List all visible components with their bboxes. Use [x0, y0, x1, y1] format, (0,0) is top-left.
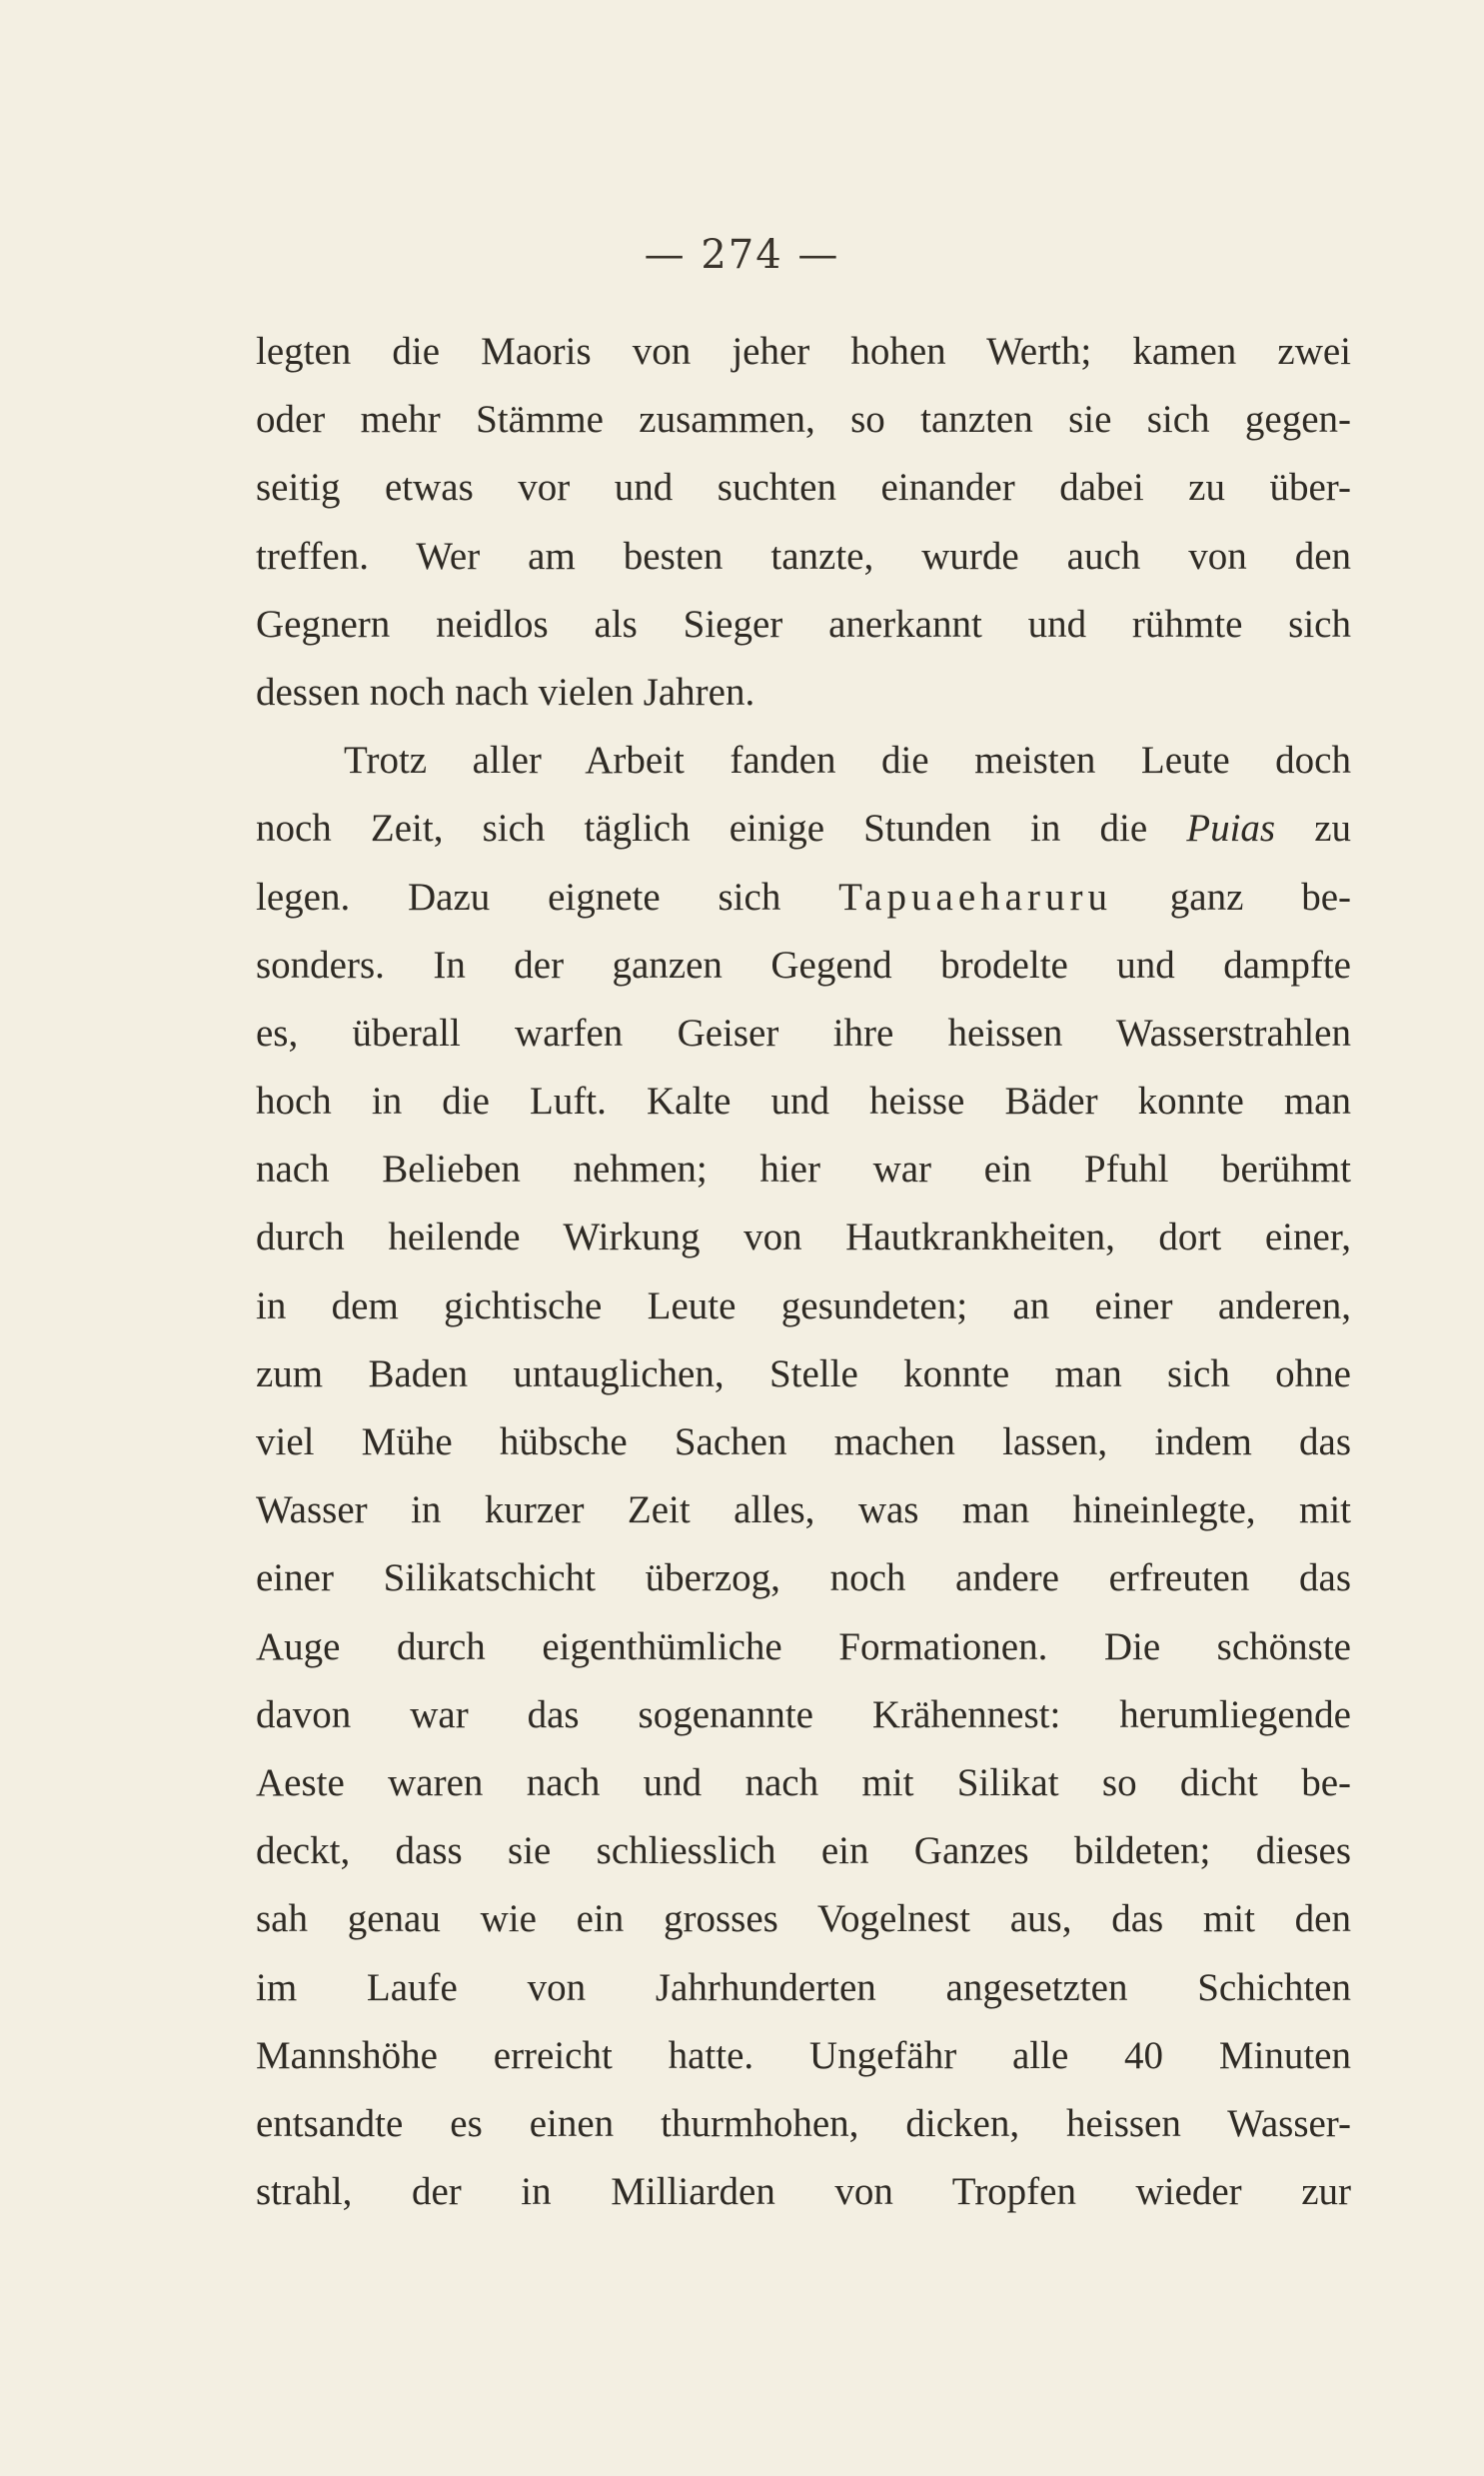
text-line: entsandte es einen thurmhohen, dicken, heissen Wasser- — [256, 2101, 1351, 2145]
page-number: — 274 — — [644, 232, 840, 278]
text-line: Aeste waren nach und nach mit Silikat so dicht be- — [256, 1760, 1351, 1804]
text-line: Mannshöhe erreicht hatte. Ungefähr alle 40 Minuten — [256, 2033, 1351, 2077]
spaced-place-name: Tapuaeharuru — [838, 875, 1112, 919]
text-line: oder mehr Stämme zusammen, so tanzten sie sich gegen- — [256, 398, 1351, 442]
text-line: hoch in die Luft. Kalte und heisse Bäder konnte man — [256, 1080, 1351, 1124]
text-line: Auge durch eigenthümliche Formationen. Die schönste — [256, 1624, 1351, 1668]
text-line: deckt, dass sie schliesslich ein Ganzes bildeten; dieses — [256, 1829, 1351, 1873]
text-line: strahl, der in Milliarden von Tropfen wieder zur — [256, 2170, 1351, 2214]
text-segment: zu — [1314, 807, 1352, 851]
text-segment: noch Zeit, sich täglich einige Stunden in die — [256, 807, 1148, 851]
text-line: Gegnern neidlos als Sieger anerkannt und rühmte sich — [256, 602, 1351, 646]
text-line: nach Belieben nehmen; hier war ein Pfuhl berühmt — [256, 1148, 1351, 1192]
text-line: Wasser in kurzer Zeit alles, was man hineinlegte, mit — [256, 1488, 1351, 1532]
text-line: es, überall warfen Geiser ihre heissen Wasserstrahlen — [256, 1011, 1351, 1055]
text-line-with-italic — [256, 795, 1351, 863]
text-line: einer Silikatschicht überzog, noch andere erfreuten das — [256, 1556, 1351, 1600]
text-line: im Laufe von Jahrhunderten angesetzten Schichten — [256, 1965, 1351, 2009]
text-line: viel Mühe hübsche Sachen machen lassen, indem das — [256, 1420, 1351, 1463]
text-line: Trotz aller Arbeit fanden die meisten Leute doch — [344, 739, 1351, 783]
text-line: legten die Maoris von jeher hohen Werth; kamen zwei — [256, 330, 1351, 373]
text-line: seitig etwas vor und suchten einander dabei zu über- — [256, 466, 1351, 510]
text-line: in dem gichtische Leute gesundeten; an einer anderen, — [256, 1283, 1351, 1327]
body-text — [256, 318, 1351, 2226]
text-line: dessen noch nach vielen Jahren. — [256, 670, 755, 714]
text-line: treffen. Wer am besten tanzte, wurde auch von den — [256, 534, 1351, 578]
text-line: zum Baden untauglichen, Stelle konnte man sich ohne — [256, 1351, 1351, 1395]
text-segment: legen. Dazu eignete sich — [256, 875, 781, 919]
text-line: davon war das sogenannte Krähennest: herumliegende — [256, 1692, 1351, 1736]
text-segment: ganz be- — [1169, 875, 1352, 919]
text-line: sah genau wie ein grosses Vogelnest aus, das mit den — [256, 1897, 1351, 1941]
text-line: durch heilende Wirkung von Hautkrankheiten, dort einer, — [256, 1216, 1351, 1259]
text-line-with-spaced-name — [256, 864, 1351, 932]
italic-term: Puias — [1186, 807, 1276, 851]
text-line: sonders. In der ganzen Gegend brodelte und dampfte — [256, 943, 1351, 987]
